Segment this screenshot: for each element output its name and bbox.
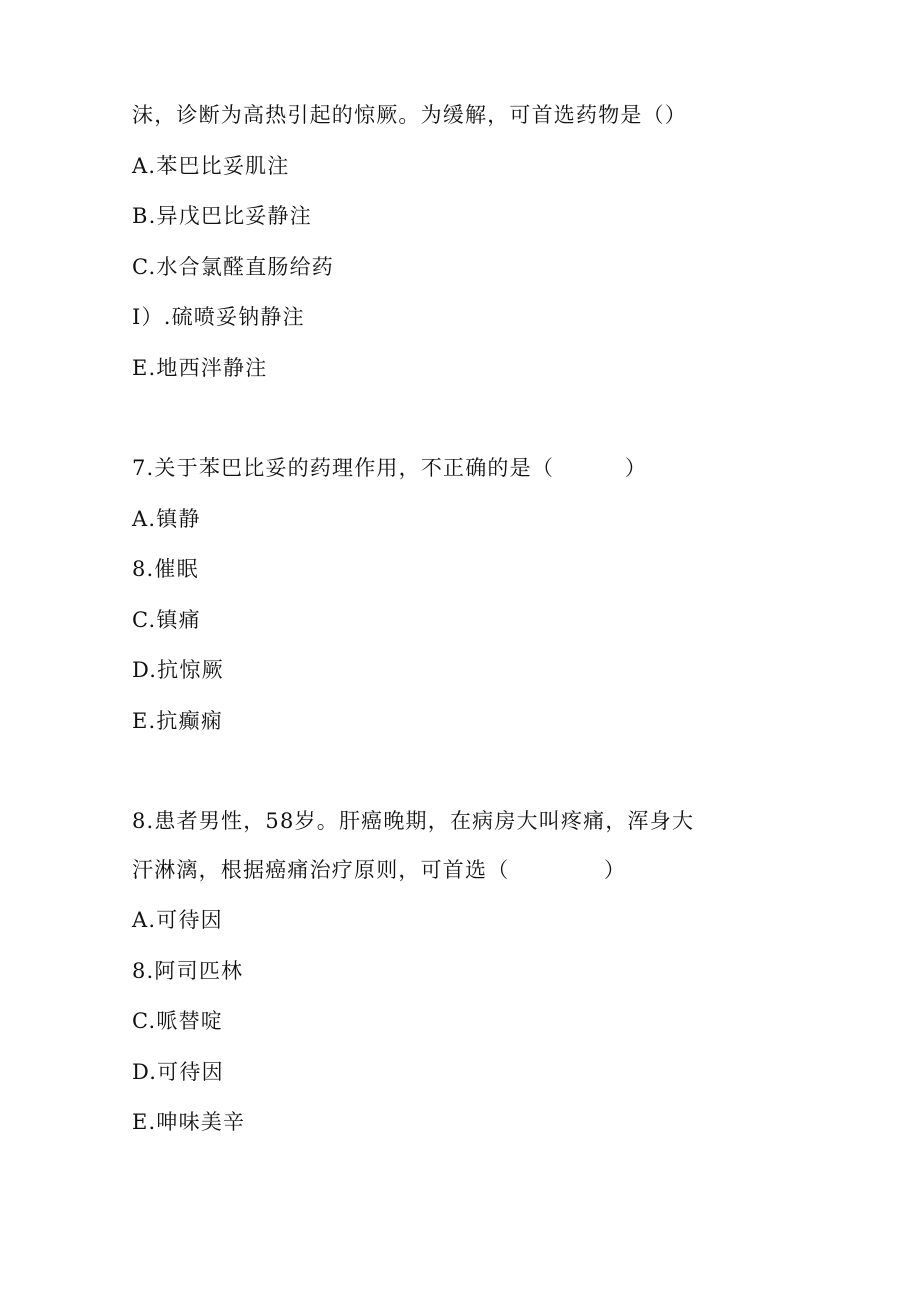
question-6-stem: 沫，诊断为高热引起的惊厥。为缓解，可首选药物是（）: [132, 103, 687, 127]
question-6-option-b: B.异戊巴比妥静注: [132, 204, 312, 228]
question-6-option-a: A.苯巴比妥肌注: [132, 154, 290, 178]
question-8-option-c: C.哌替啶: [132, 1009, 223, 1033]
question-6-option-c: C.水合氯醛直肠给药: [132, 255, 334, 279]
question-7-stem: 7.关于苯巴比妥的药理作用，不正确的是（ ）: [132, 456, 648, 480]
question-7-option-d: D.抗惊厥: [132, 658, 224, 682]
question-8-stem-line-1: 8.患者男性，58岁。肝癌晚期，在病房大叫疼痛，浑身大: [132, 809, 695, 833]
question-7-option-a: A.镇静: [132, 507, 201, 531]
question-6-option-d: I）.硫喷妥钠静注: [132, 305, 305, 329]
question-7-option-e: E.抗癫痫: [132, 709, 224, 733]
question-8-option-d: D.可待因: [132, 1060, 224, 1084]
question-8-stem-line-2: 汗淋漓，根据癌痛治疗原则，可首选（ ）: [132, 858, 627, 882]
question-6-option-e: E.地西泮静注: [132, 356, 268, 380]
question-8-option-b: 8.阿司匹林: [132, 959, 244, 983]
question-8-option-e: E.呻味美辛: [132, 1110, 246, 1134]
question-7-option-c: C.镇痛: [132, 608, 201, 632]
question-7-option-b: 8.催眠: [132, 557, 199, 581]
question-8-option-a: A.可待因: [132, 908, 223, 932]
